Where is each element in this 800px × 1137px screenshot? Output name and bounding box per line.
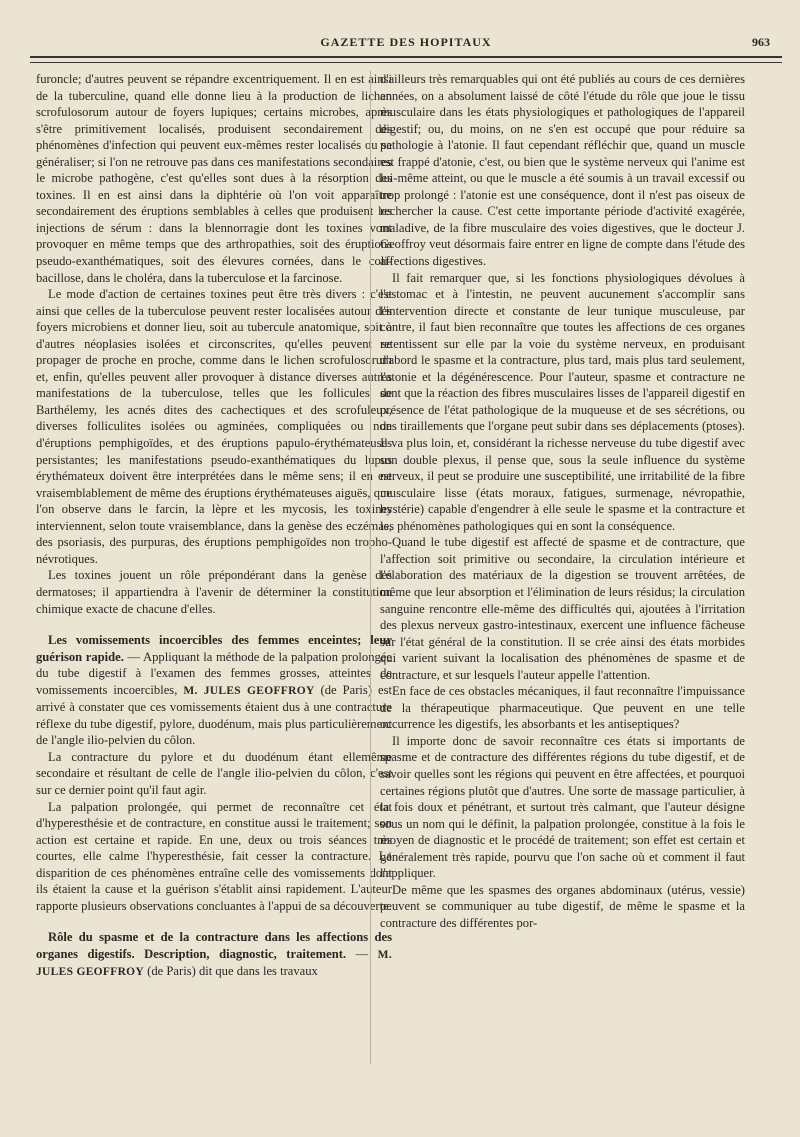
paragraph: furoncle; d'autres peuvent se répandre excentriquement. Il en est ainsi de la tuberculine, quand elle donne lieu à la production de lichen scrofulosorum autour de foyers lupiques; certains microbes, après s'être primitivement localisés, produisent secondairement des phénomènes d'infection qui peuvent eux-mêmes rester localisés ou se généraliser; si l'on ne retrouve pas dans ces manifestations secondaires le microbe pathogène, c'est qu'elles sont dues à la résorption des toxines. Il en est ainsi dans la diphtérie où l'on voit apparaître secondairement des éruptions semblables à celles que produisent les injections de sérum : dans la blennorragie dont les toxines vont provoquer en même temps que des arthropathies, soit des éruptions pseudo-exanthématiques, soit des élevures cornées, dans le coli-bacillose, dans le choléra, dans la tuberculose et la farcinose. — [36, 72, 392, 285]
right-column — [380, 71, 745, 931]
text-run: — Appliquant la méthode de la palpation prolongée du tube digestif à l'examen des femmes grosses, atteintes de vomissements incoercibles, — [36, 649, 392, 697]
running-head — [30, 33, 782, 53]
header-rule-thin — [30, 62, 782, 63]
journal-title: GAZETTE DES HOPITAUX — [320, 35, 492, 49]
article-vomissements — [36, 632, 392, 749]
paragraph: d'ailleurs très remarquables qui ont été publiés au cours de ces dernières années, on a absolument laissé de côté l'étude du rôle que joue le tissu musculaire dans les états physiologiques et pathologiques de l'appareil digestif; ou, du moins, on ne s'en est occupé que pour réduire sa pathologie à l'atonie. Il faut cependant réfléchir que, quand un muscle est frappé d'atonie, c'est, ou bien que le système nerveux qui l'anime est lui-même atteint, ou que le muscle a été soumis à un travail excessif ou trop prolongé : l'atonie est une conséquence, dont il n'est pas oiseux de rechercher la cause. C'est cette importante période d'activité exagérée, maladive, de la fibre musculaire des voies digestives, que le docteur J. Geoffroy veut désormais faire entrer en ligne de compte dans l'étude des affections digestives. — [380, 72, 745, 269]
paragraph: Quand le tube digestif est affecté de spasme et de contracture, que l'affection soit primitive ou secondaire, la circulation intérieure et l'élaboration des matériaux de la digestion se trouvent arrêtées, de même que leur absorption et l'élimination de leurs résidus; la circulation sanguine rencontre elle-même des difficultés qui, ajoutées à l'irritation des plexus nerveux gastro-intestinaux, exercent une influence fâcheuse sur l'état général de la constitution. Il se crée ainsi des états morbides qui varient suivant la localisation des phénomènes de spasme et de contracture, et sur lesquels l'auteur appelle l'attention. — [380, 535, 745, 682]
column-divider — [370, 71, 371, 1064]
author-name: M. JULES GEOFFROY — [183, 684, 315, 697]
page-number: 963 — [752, 35, 770, 49]
paragraph: Il importe donc de savoir reconnaître ces états si importants de spasme et de contracture des différentes régions du tube digestif, et de savoir quelles sont les régions qui peuvent en être affectées, et pourquoi certaines régions plutôt que d'autres. Une sorte de massage particulier, à la fois doux et pénétrant, et surtout très calmant, que l'auteur désigne sous un nom qui le définit, la palpation prolongée, constitue à la fois le moyen de diagnostic et le procédé de traitement; son effet est certain et généralement très rapide, pourvu que l'on sache où et comment il faut l'appliquer. — [380, 733, 745, 881]
text-run: — — [346, 946, 378, 961]
paragraph: La palpation prolongée, qui permet de reconnaître cet état d'hyperesthésie et de contracture, en constitue aussi le traitement; son action est certaine et rapide. En une, deux ou trois séances très courtes, elle calme l'hyperesthésie, fait cesser la contracture. La disparition de ces phénomènes entraîne celle des vomissements dont ils étaient la cause et la guérison s'établit ainsi rapidement. L'auteur rapporte plusieurs observations concluantes à l'appui de sa découverte. — [36, 799, 392, 913]
paragraph: Le mode d'action de certaines toxines peut être très divers : c'est ainsi que celles de la tuberculose peuvent rester localisées autour des foyers microbiens et donner lieu, soit au tubercule anatomique, soit à d'autres néoplasies isolées et circonscrites, qu'elles peuvent se propager de proche en proche, comme dans le lichen scrofulosorum et, enfin, qu'elles peuvent aller provoquer à distance diverses autres manifestations de la tuberculose, telles que les follicules de Barthélemy, les acnés dites des cachectiques et des scrofuleux, diverses folliculites isolées ou agminées, compliquées ou non d'éruptions pemphigoïdes, et des éruptions papulo-érythémateuses persistantes; les manifestations pseudo-exanthématiques du lupus érythémateux doivent être interprétées dans le même sens; il en est vraisemblablement de même des éruptions érythémateuses aiguës, que l'on observe dans le farcin, la lèpre et les mycosis, les toxines interviennent, selon toute vraisemblance, dans la genèse des eczémas, des psoriasis, des purpuras, des éruptions pemphigoïdes non tropho-névrotiques. — [36, 287, 392, 566]
article-spasme — [36, 929, 392, 981]
author-name: M. JULES GEOFFROY — [36, 948, 393, 979]
section-title: Les vomissements incoercibles des femmes enceintes; leur guérison rapide. — [36, 633, 392, 664]
paragraph: La contracture du pylore et du duodénum étant ellemême secondaire et résultant de celle de l'angle ilio-pelvien du côlon, c'est sur ce dernier point qu'il faut agir. — [36, 749, 392, 797]
text-run: (de Paris) dit que dans les travaux — [144, 964, 318, 979]
left-column — [36, 71, 392, 981]
paragraph: En face de ces obstacles mécaniques, il faut reconnaître l'impuissance de la thérapeutique pharmaceutique. Que peuvent en une telle occurrence les digestifs, les absorbants et les antiseptiques? — [380, 684, 745, 732]
paragraph: De même que les spasmes des organes abdominaux (utérus, vessie) peuvent se communiquer au tube digestif, de même le spasme et la contracture des différentes por- — [380, 882, 745, 930]
section-title: Rôle du spasme et de la contracture dans les affections des organes digestifs. Description, diagnostic, traitement. — [36, 930, 392, 961]
header-rule-thick — [30, 56, 782, 58]
paragraph: Les toxines jouent un rôle prépondérant dans la genèse des dermatoses; il appartiendra à l'avenir de déterminer la constitution chimique exacte de chacune d'elles. — [36, 568, 392, 616]
text-run: (de Paris) est arrivé à constater que ces vomissements étaient dus à une contracture réflexe du tube digestif, pylore, duodénum, mais plus particulièrement de l'angle ilio-pelvien du côlon. — [36, 682, 392, 748]
paragraph: Il fait remarquer que, si les fonctions physiologiques dévolues à l'estomac et à l'intestin, ne peuvent aucunement s'accomplir sans l'intervention directe et constante de leur tunique musculeuse, par contre, il faut bien reconnaître que toutes les affections de ces organes retentissent sur elle par la voie du système nerveux, en produisant d'abord le spasme et la contracture, plus tard, mais plus tard seulement, l'atonie et la dégénérescence. Pour l'auteur, spasme et contracture ne sont que la réaction des fibres musculaires lisses de l'appareil digestif en présence de l'état pathologique de la muqueuse et de ses sécrétions, ou des tiraillements que l'organe peut subir dans ses déplacements (ptoses). Il va plus loin, et, considérant la richesse nerveuse du tube digestif avec son double plexus, il pense que, sous la seule influence du système nerveux, il peut se produire une susceptibilité, une irritabilité de la fibre musculaire lisse (états moraux, fatigues, surmenage, névropathie, hystérie) capable d'engendrer à elle seule le spasme et la contracture et les phénomènes pathologiques qui en sont la conséquence. — [380, 270, 745, 533]
